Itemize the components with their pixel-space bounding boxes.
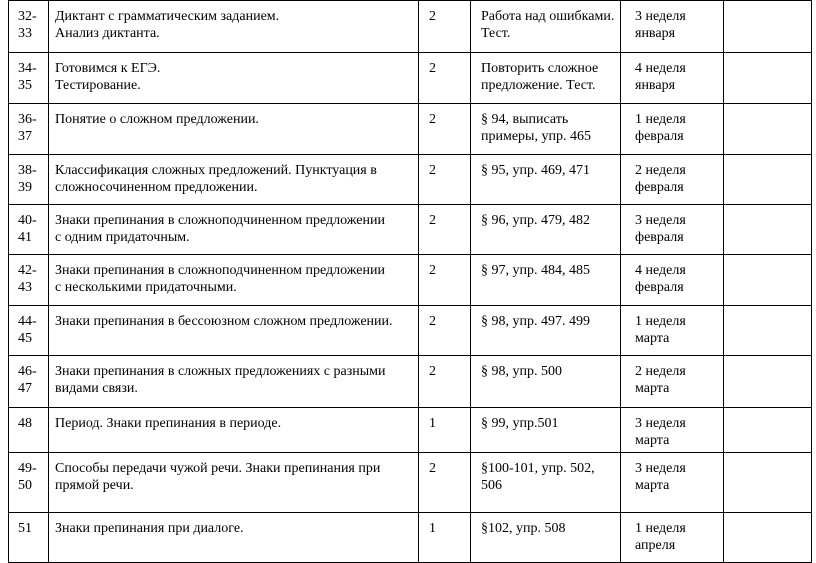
hours-text: 2 [429,163,436,178]
table-row [9,453,812,513]
homework-line: § 98, упр. 497. 499 [481,314,590,329]
topic-line: Период. Знаки препинания в периоде. [55,416,282,431]
lesson-number-cell [9,205,49,255]
lesson-number-line: 35 [18,78,32,93]
lesson-plan-table [8,0,812,563]
homework-cell [471,356,621,408]
date-line: 2 неделя [635,163,686,178]
lesson-number-cell [9,356,49,408]
homework-cell [471,104,621,155]
date-cell [621,306,724,356]
topic-cell [49,513,419,563]
date-cell [621,205,724,255]
topic-cell [49,1,419,53]
table-row [9,408,812,453]
lesson-number-cell [9,306,49,356]
homework-cell [471,1,621,53]
hours-text: 2 [429,213,436,228]
topic-line: Классификация сложных предложений. Пунктуация в [55,163,377,178]
topic-cell [49,306,419,356]
lesson-number-line: 48 [18,416,32,431]
hours-text: 2 [429,61,436,76]
topic-line: видами связи. [55,381,138,396]
homework-line: § 96, упр. 479, 482 [481,213,590,228]
hours-cell [419,453,471,513]
topic-line: с одним придаточным. [55,230,190,245]
hours-text: 2 [429,364,436,379]
lesson-number-cell [9,513,49,563]
date-cell [621,104,724,155]
topic-line: Знаки препинания в сложноподчиненном предложении [55,213,385,228]
date-cell [621,453,724,513]
note-cell [724,104,812,155]
date-line: февраля [635,180,684,195]
homework-cell [471,513,621,563]
table-row [9,1,812,53]
date-line: 2 неделя [635,364,686,379]
table-row [9,53,812,104]
note-cell [724,1,812,53]
homework-cell [471,205,621,255]
hours-text: 1 [429,521,436,536]
date-line: марта [635,433,670,448]
hours-text: 2 [429,461,436,476]
homework-cell [471,408,621,453]
date-line: 3 неделя [635,461,686,476]
note-cell [724,513,812,563]
date-cell [621,408,724,453]
topic-line: Анализ диктанта. [55,26,160,41]
lesson-number-cell [9,53,49,104]
table-row [9,513,812,563]
hours-text: 2 [429,314,436,329]
date-line: февраля [635,280,684,295]
date-line: 1 неделя [635,112,686,127]
note-cell [724,408,812,453]
lesson-number-line: 38- [18,163,37,178]
date-cell [621,53,724,104]
lesson-number-line: 49- [18,461,37,476]
lesson-number-line: 41 [18,230,32,245]
note-cell [724,155,812,205]
hours-text: 2 [429,9,436,24]
date-line: 3 неделя [635,213,686,228]
lesson-number-line: 33 [18,26,32,41]
topic-line: Диктант с грамматическим заданием. [55,9,280,24]
topic-line: сложносочиненном предложении. [55,180,258,195]
date-cell [621,1,724,53]
topic-line: Знаки препинания при диалоге. [55,521,244,536]
lesson-number-line: 47 [18,381,32,396]
topic-cell [49,356,419,408]
table-row [9,205,812,255]
homework-cell [471,255,621,306]
topic-line: Способы передачи чужой речи. Знаки препинания при [55,461,381,476]
table-row [9,306,812,356]
homework-line: Работа над ошибками. [481,9,615,24]
date-cell [621,356,724,408]
hours-cell [419,255,471,306]
topic-cell [49,453,419,513]
date-line: марта [635,478,670,493]
topic-cell [49,53,419,104]
lesson-number-line: 34- [18,61,37,76]
hours-cell [419,104,471,155]
homework-line: предложение. Тест. [481,78,596,93]
lesson-number-cell [9,155,49,205]
lesson-number-cell [9,255,49,306]
homework-line: §102, упр. 508 [481,521,566,536]
topic-line: прямой речи. [55,478,134,493]
topic-line: Готовимся к ЕГЭ. [55,61,161,76]
lesson-number-line: 37 [18,129,32,144]
homework-line: 506 [481,478,502,493]
homework-line: Тест. [481,26,511,41]
date-line: марта [635,331,670,346]
lesson-number-line: 39 [18,180,32,195]
date-line: 4 неделя [635,61,686,76]
hours-cell [419,53,471,104]
date-cell [621,255,724,306]
homework-line: Повторить сложное [481,61,599,76]
date-line: января [635,78,676,93]
date-line: февраля [635,129,684,144]
table-row [9,356,812,408]
lesson-number-cell [9,104,49,155]
lesson-number-line: 40- [18,213,37,228]
date-line: 3 неделя [635,9,686,24]
lesson-number-line: 45 [18,331,32,346]
topic-line: Знаки препинания в сложных предложениях с разными [55,364,386,379]
homework-line: § 97, упр. 484, 485 [481,263,590,278]
topic-line: Знаки препинания в бессоюзном сложном предложении. [55,314,393,329]
date-line: 3 неделя [635,416,686,431]
hours-cell [419,513,471,563]
note-cell [724,356,812,408]
lesson-number-line: 50 [18,478,32,493]
lesson-number-line: 42- [18,263,37,278]
lesson-number-line: 51 [18,521,32,536]
lesson-number-cell [9,1,49,53]
hours-cell [419,408,471,453]
topic-cell [49,408,419,453]
lesson-number-line: 43 [18,280,32,295]
lesson-number-line: 36- [18,112,37,127]
hours-cell [419,155,471,205]
hours-cell [419,356,471,408]
homework-cell [471,155,621,205]
lesson-number-line: 32- [18,9,37,24]
note-cell [724,53,812,104]
date-line: марта [635,381,670,396]
homework-line: § 98, упр. 500 [481,364,562,379]
table-row [9,104,812,155]
homework-cell [471,453,621,513]
homework-line: §100-101, упр. 502, [481,461,595,476]
hours-cell [419,306,471,356]
note-cell [724,306,812,356]
homework-line: § 95, упр. 469, 471 [481,163,590,178]
date-line: 4 неделя [635,263,686,278]
date-cell [621,155,724,205]
homework-cell [471,53,621,104]
date-line: февраля [635,230,684,245]
hours-text: 2 [429,263,436,278]
topic-line: с несколькими придаточными. [55,280,237,295]
homework-cell [471,306,621,356]
date-cell [621,513,724,563]
homework-line: примеры, упр. 465 [481,129,591,144]
topic-line: Знаки препинания в сложноподчиненном предложении [55,263,385,278]
topic-cell [49,155,419,205]
lesson-number-cell [9,453,49,513]
hours-text: 2 [429,112,436,127]
topic-cell [49,255,419,306]
date-line: 1 неделя [635,521,686,536]
hours-text: 1 [429,416,436,431]
topic-cell [49,205,419,255]
date-line: января [635,26,676,41]
note-cell [724,453,812,513]
hours-cell [419,205,471,255]
date-line: 1 неделя [635,314,686,329]
date-line: апреля [635,538,676,553]
topic-cell [49,104,419,155]
lesson-number-line: 44- [18,314,37,329]
topic-line: Понятие о сложном предложении. [55,112,259,127]
lesson-number-line: 46- [18,364,37,379]
note-cell [724,205,812,255]
homework-line: § 99, упр.501 [481,416,559,431]
table-row [9,155,812,205]
hours-cell [419,1,471,53]
note-cell [724,255,812,306]
homework-line: § 94, выписать [481,112,569,127]
lesson-number-cell [9,408,49,453]
topic-line: Тестирование. [55,78,141,93]
table-row [9,255,812,306]
